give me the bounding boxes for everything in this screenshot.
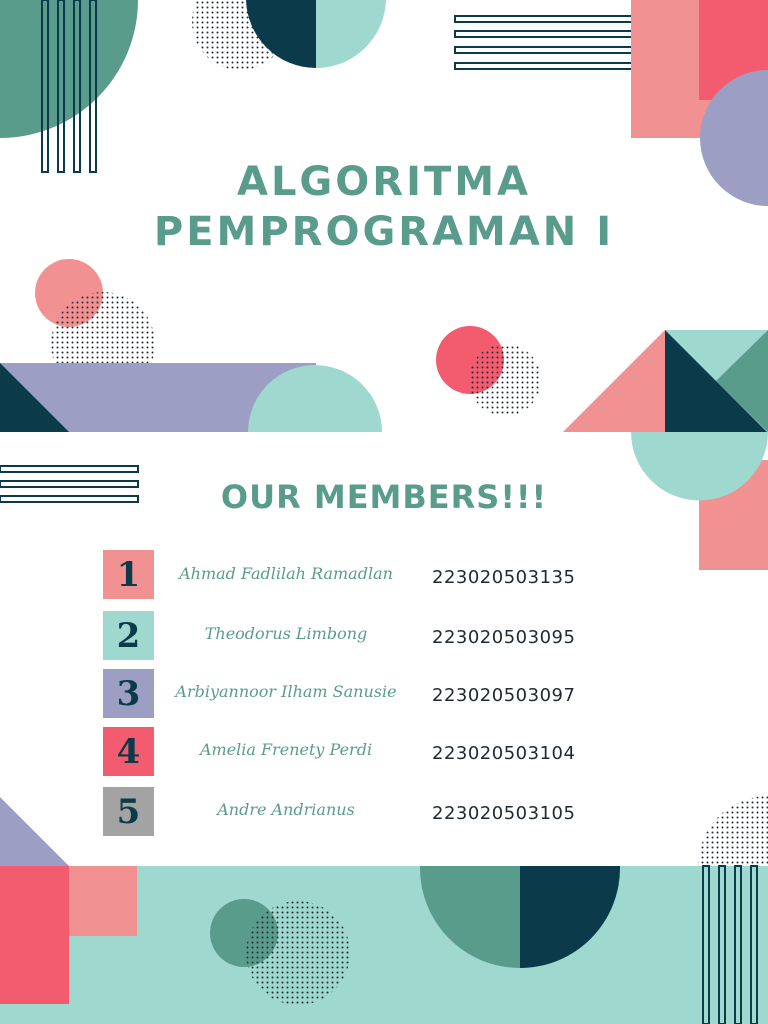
member-name: Ahmad Fadlilah Ramadlan bbox=[179, 564, 393, 583]
member-name: Amelia Frenety Perdi bbox=[199, 740, 373, 759]
member-number-box: 3 bbox=[103, 669, 154, 718]
member-name: Theodorus Limbong bbox=[204, 624, 368, 643]
member-name: Andre Andrianus bbox=[217, 800, 355, 819]
title-line-2: PEMPROGRAMAN I bbox=[153, 209, 615, 255]
coral-rect-bottom-left bbox=[0, 866, 69, 1004]
dotted-circle-bottom bbox=[246, 901, 350, 1005]
teal-quarter-circle-top-left bbox=[0, 0, 138, 138]
member-id: 223020503105 bbox=[432, 803, 576, 824]
member-id: 223020503104 bbox=[432, 743, 576, 764]
lavender-triangle-bottom-left bbox=[0, 797, 69, 866]
salmon-triangle-right bbox=[563, 330, 665, 432]
member-id: 223020503097 bbox=[432, 685, 576, 706]
dotted-circle-center bbox=[469, 344, 541, 416]
member-number-box: 5 bbox=[103, 787, 154, 836]
member-number-box: 4 bbox=[103, 727, 154, 776]
salmon-rect-bottom-left bbox=[69, 866, 137, 936]
members-heading: OUR MEMBERS!!! bbox=[220, 478, 548, 516]
member-number-box: 1 bbox=[103, 550, 154, 599]
member-name: Arbiyannoor Ilham Sanusie bbox=[175, 682, 397, 701]
member-id: 223020503135 bbox=[432, 567, 576, 588]
member-id: 223020503095 bbox=[432, 627, 576, 648]
mint-half-circle-top bbox=[316, 0, 386, 68]
member-number-box: 2 bbox=[103, 611, 154, 660]
title-line-1: ALGORITMA bbox=[236, 159, 531, 205]
